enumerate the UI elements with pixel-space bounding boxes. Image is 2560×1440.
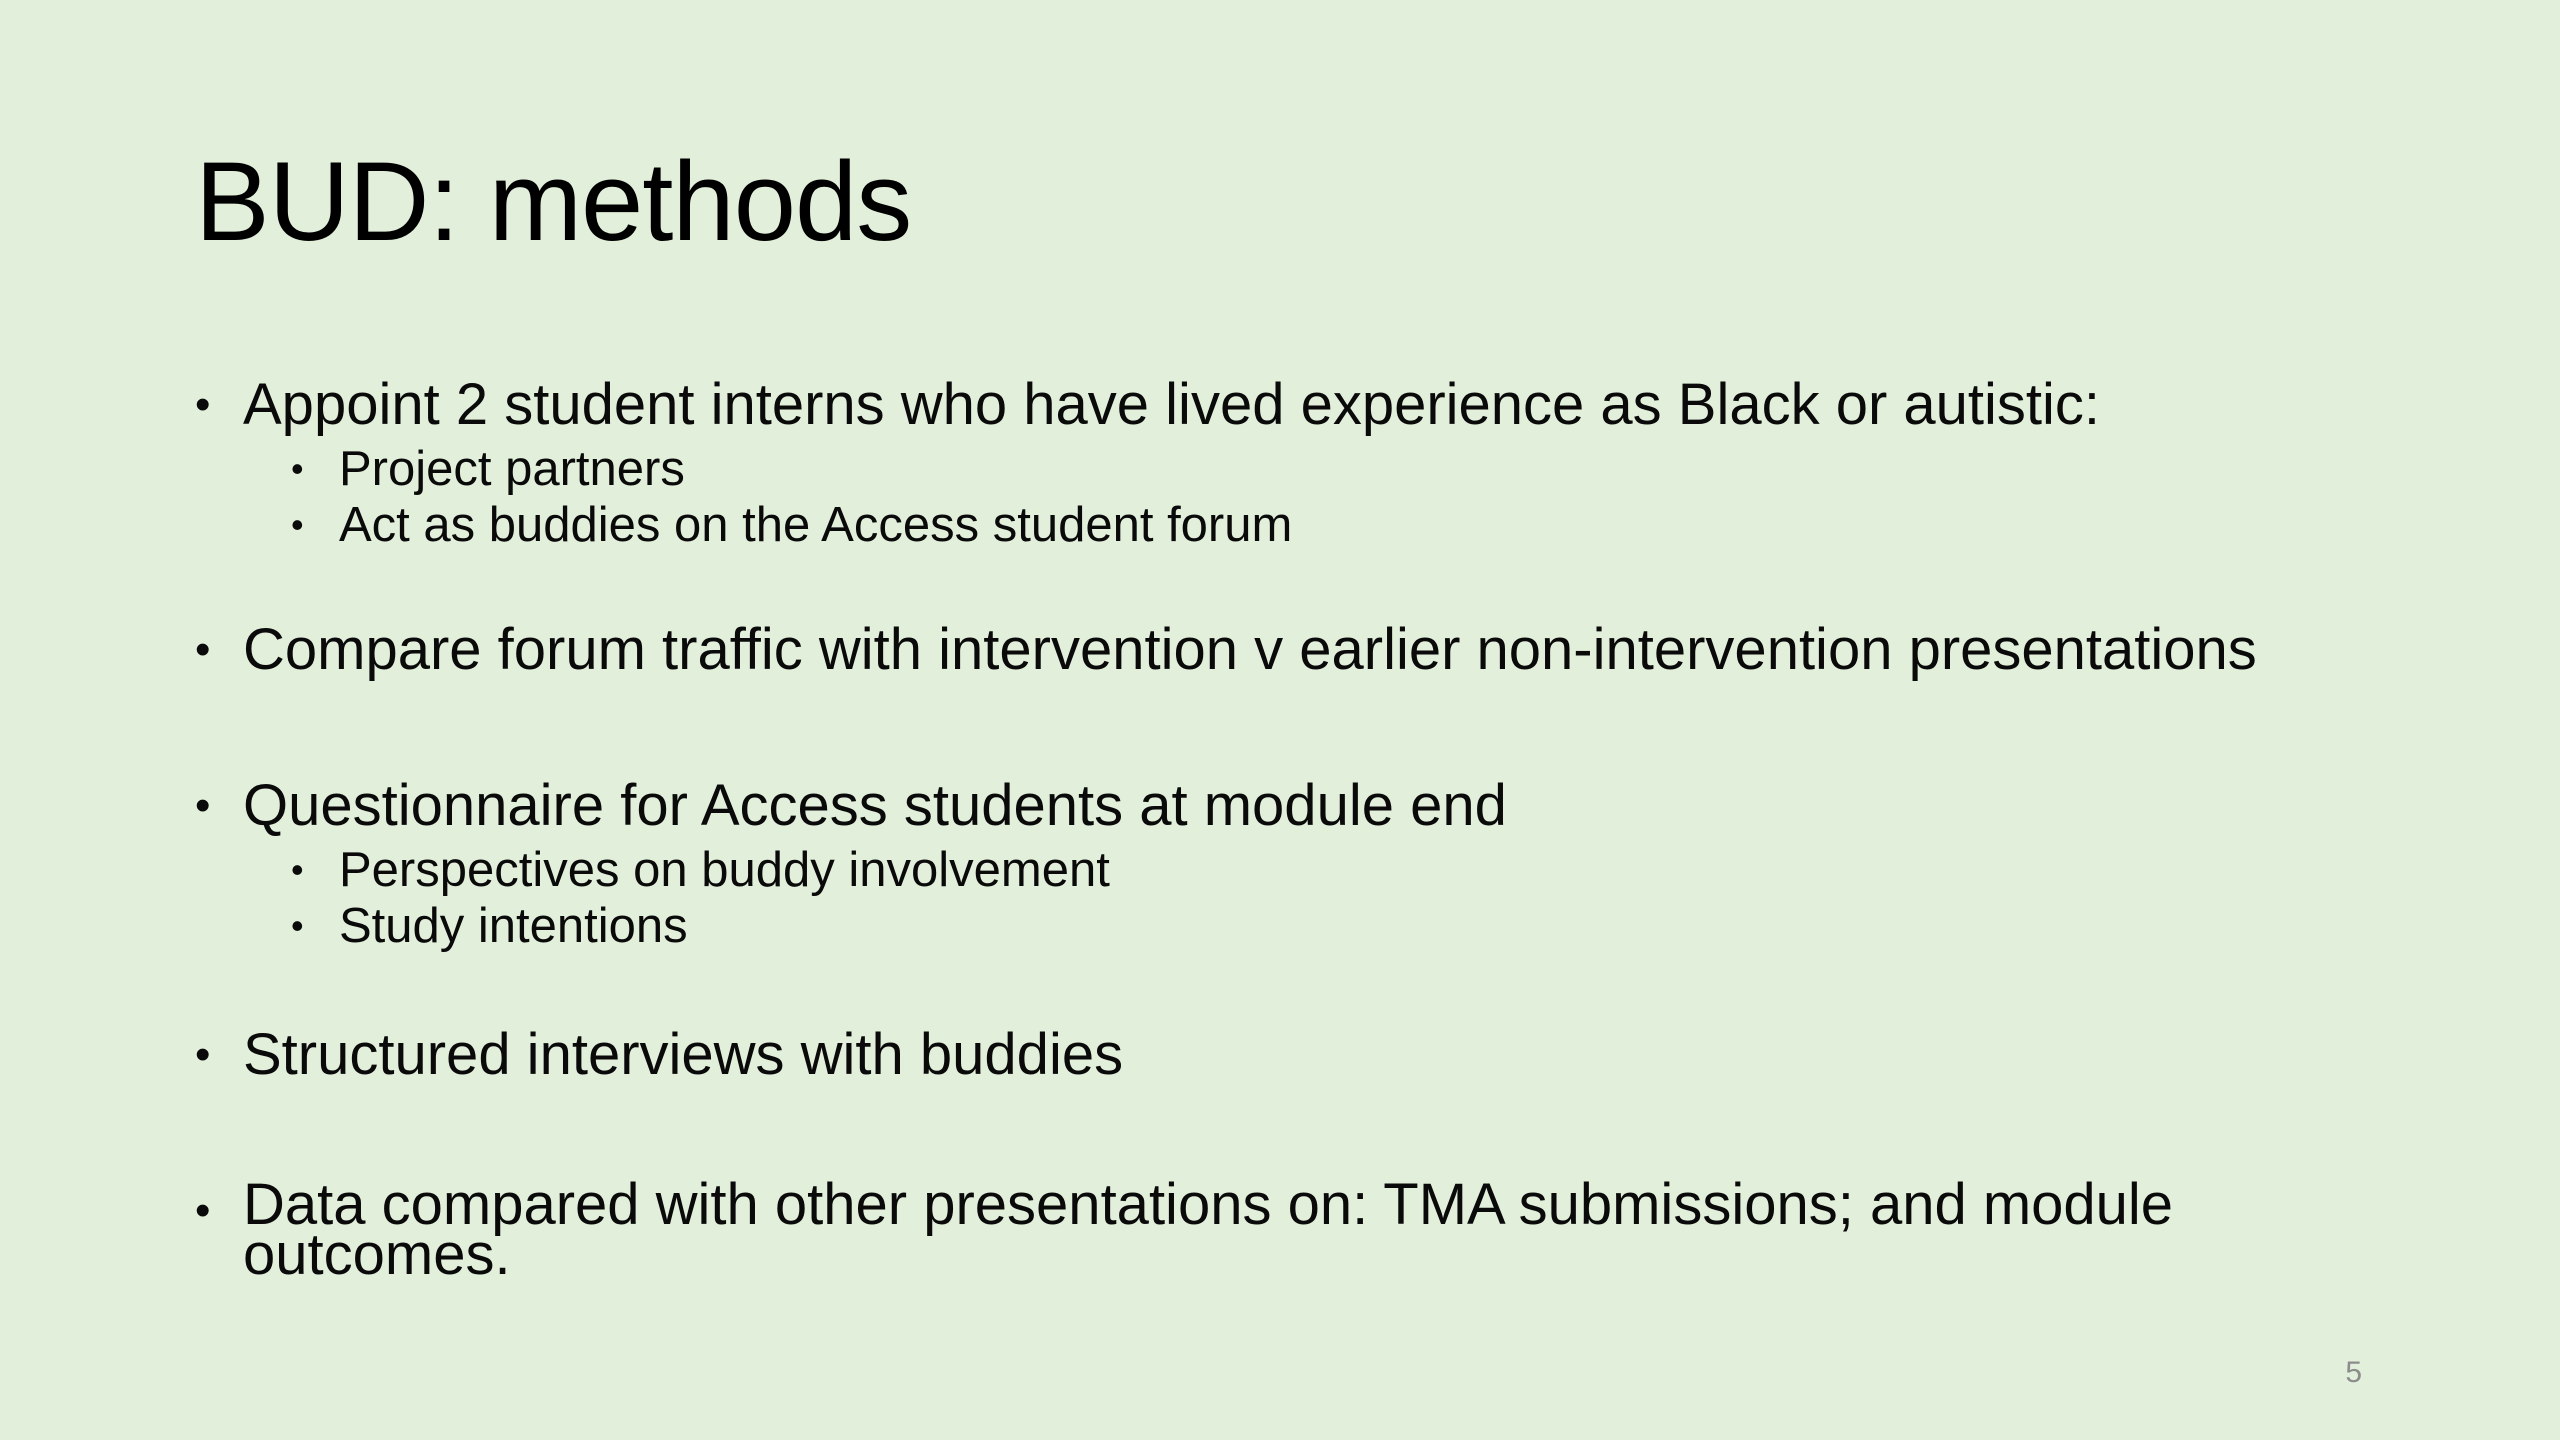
bullet-marker: • <box>195 380 211 429</box>
sub-bullet-marker: • <box>291 504 304 546</box>
bullet-list <box>195 370 2375 1287</box>
sub-bullet-list <box>243 842 2375 954</box>
sub-bullet-item <box>243 898 2375 954</box>
bullet-item <box>195 772 2375 954</box>
sub-bullet-list <box>243 441 2375 553</box>
bullet-text: Compare forum traffic with intervention v earlier non-intervention presentations <box>243 617 2257 683</box>
bullet-marker: • <box>195 625 211 675</box>
sub-bullet-item <box>243 842 2375 898</box>
sub-bullet-marker: • <box>291 448 304 490</box>
sub-bullet-marker: • <box>291 849 304 891</box>
bullet-item <box>195 374 2375 553</box>
bullet-item <box>195 1022 2375 1088</box>
sub-bullet-item <box>243 441 2375 497</box>
sub-bullet-item <box>243 497 2375 553</box>
bullet-text: Appoint 2 student interns who have lived experience as Black or autistic: <box>243 372 2101 437</box>
bullet-marker: • <box>195 780 211 830</box>
slide-title: BUD: methods <box>195 139 912 264</box>
bullet-text: Questionnaire for Access students at module end <box>243 772 1507 838</box>
sub-bullet-text: Project partners <box>339 442 685 497</box>
slide-number: 5 <box>2345 1356 2362 1389</box>
bullet-item <box>195 617 2375 683</box>
sub-bullet-marker: • <box>291 905 304 947</box>
bullet-text: Data compared with other presentations on: TMA submissions; and module outcomes. <box>243 1171 2174 1287</box>
sub-bullet-text: Perspectives on buddy involvement <box>339 843 1110 898</box>
bullet-marker: • <box>195 1030 211 1080</box>
bullet-marker: • <box>195 1185 211 1235</box>
bullet-text: Structured interviews with buddies <box>243 1022 1124 1088</box>
sub-bullet-text: Study intentions <box>339 899 688 954</box>
sub-bullet-text: Act as buddies on the Access student forum <box>339 498 1293 553</box>
bullet-item <box>195 1171 2375 1287</box>
